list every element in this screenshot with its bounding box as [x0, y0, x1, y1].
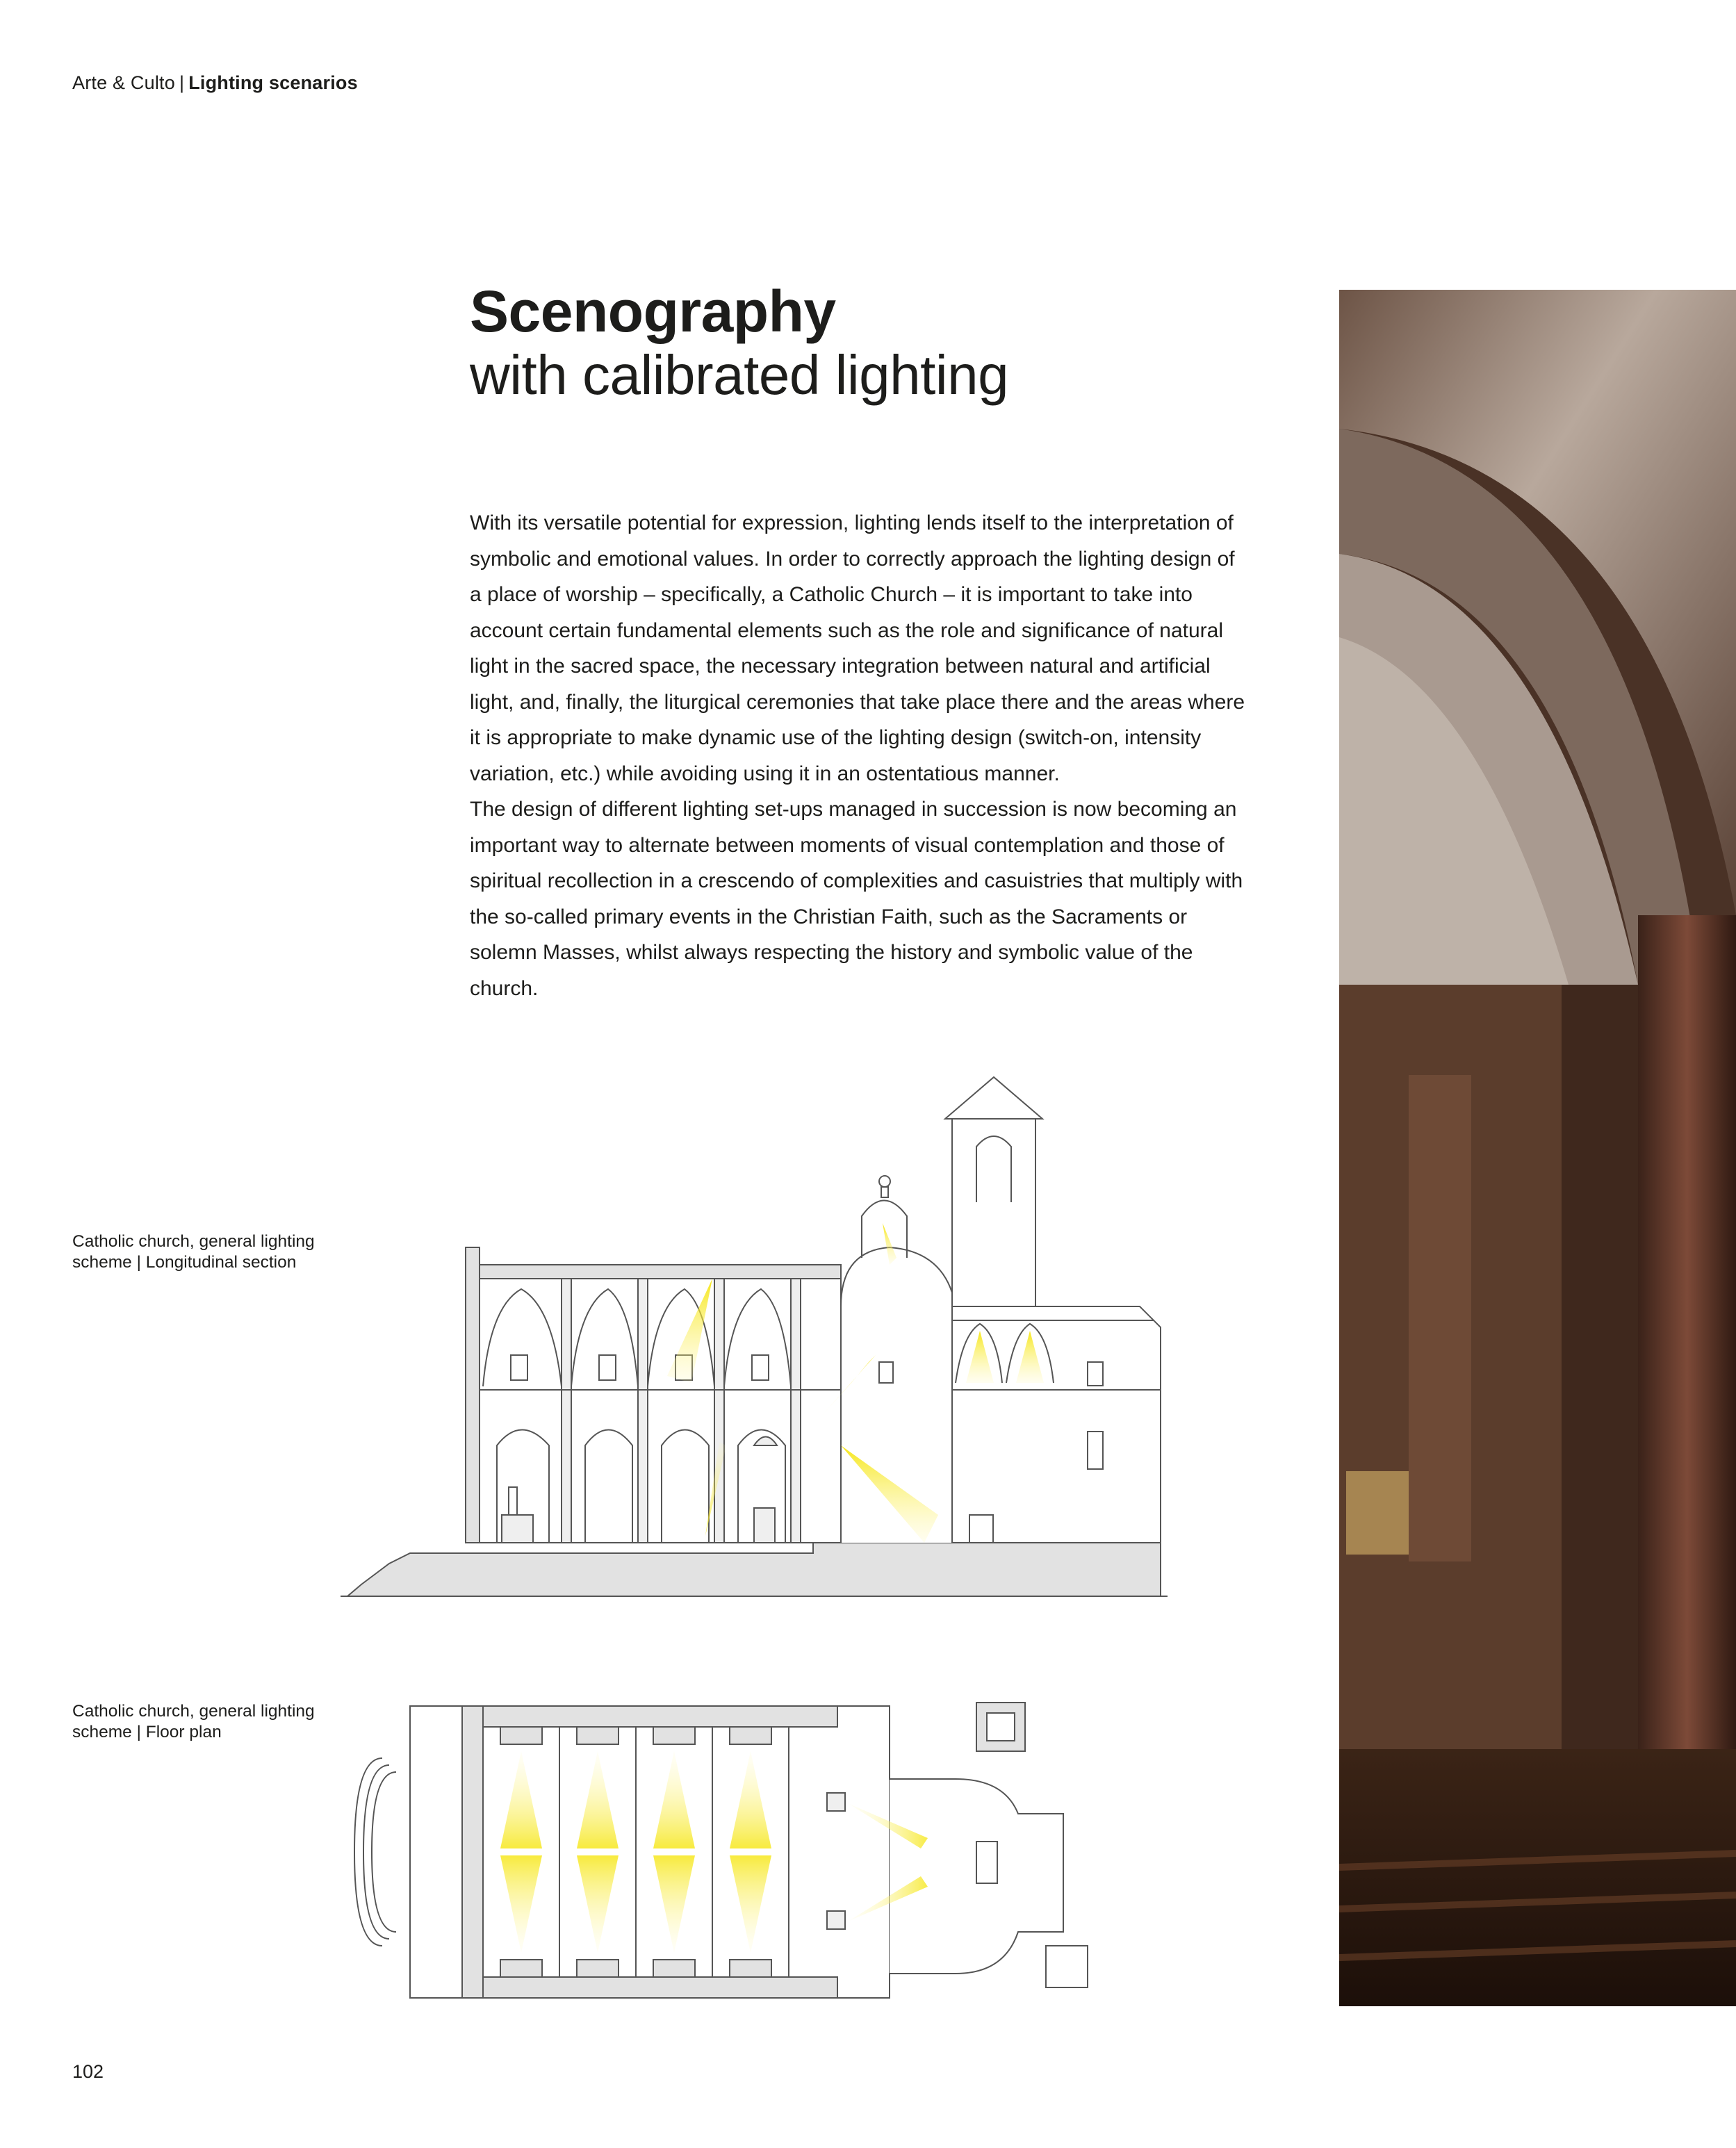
- running-header: [72, 72, 358, 94]
- title-line-1: Scenography: [470, 279, 836, 344]
- header-section: Arte & Culto: [72, 72, 175, 93]
- title-line-2: with calibrated lighting: [470, 344, 1009, 406]
- church-interior-illustration: [1339, 290, 1736, 2006]
- page-number: 102: [72, 2061, 104, 2082]
- caption-longitudinal-section: Catholic church, general lighting scheme | Longitudinal section: [72, 1232, 315, 1272]
- page-title: [470, 279, 1269, 407]
- church-interior-photo: [1339, 290, 1736, 2006]
- caption-floor-plan: Catholic church, general lighting scheme | Floor plan: [72, 1702, 315, 1741]
- floor-plan-drawing: [351, 1682, 1157, 2015]
- body-paragraph-2: The design of different lighting set-ups managed in succession is now becoming an important way to alternate between moments of visual contemplation and those of spiritual recollection in a crescendo of complexities and casuistries that multiply with the so-called primary events in the Christian Faith, such as the Sacraments or solemn Masses, whilst always respecting the history and symbolic value of the church.: [470, 798, 1243, 1000]
- header-separator: |: [179, 72, 185, 93]
- longitudinal-section-drawing: [341, 1056, 1168, 1605]
- body-text: [470, 505, 1248, 1006]
- body-paragraph-1: With its versatile potential for expression, lighting lends itself to the interpretation of symbolic and emotional values. In order to correctly approach the lighting design of a place of worship – specifically, a Catholic Church – it is important to take into account certain fundamental elements such as the role and significance of natural light in the sacred space, the necessary integration between natural and artificial light, and, finally, the liturgical ceremonies that take place there and the areas where it is appropriate to make dynamic use of the lighting design (switch-on, intensity variation, etc.) while avoiding using it in an ostentatious manner.: [470, 511, 1245, 785]
- header-topic: Lighting scenarios: [188, 72, 358, 93]
